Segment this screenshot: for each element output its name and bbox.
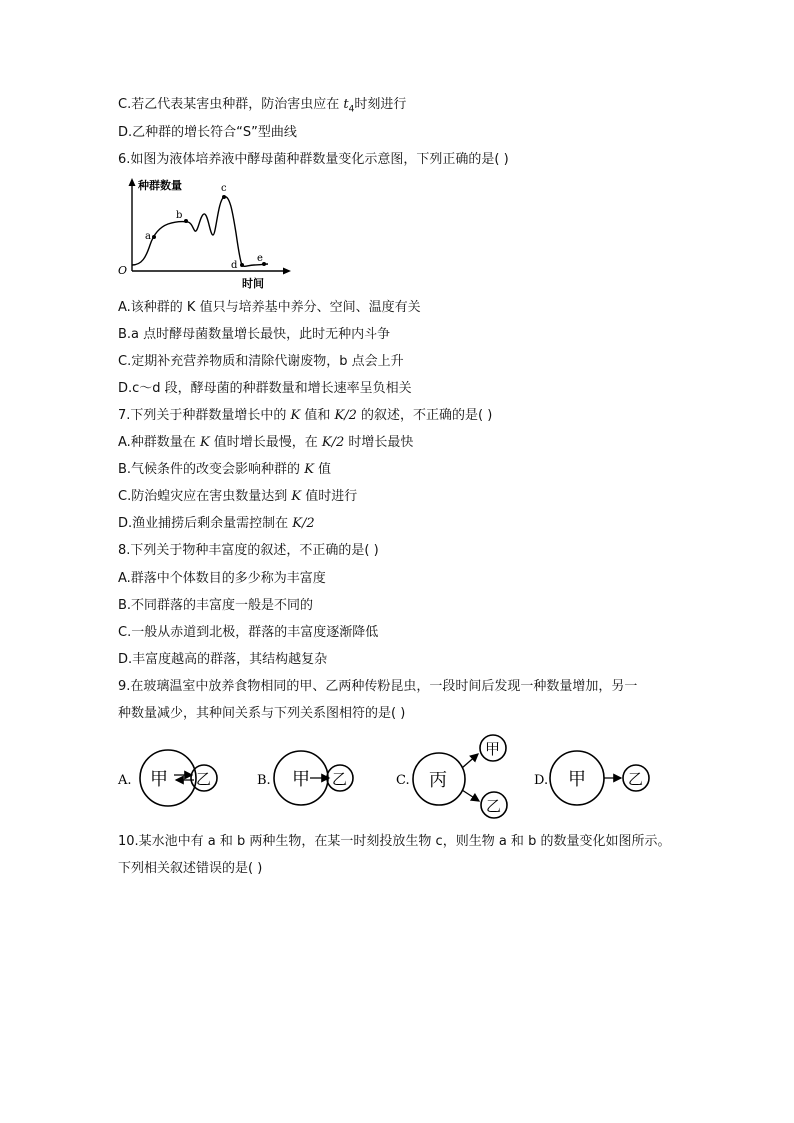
diagram-a xyxy=(117,750,217,806)
option-d-label: D. xyxy=(534,773,549,788)
jia-d: 甲 xyxy=(568,769,586,790)
arrow-c-down xyxy=(462,790,479,801)
origin-label: O xyxy=(118,264,128,277)
point-d xyxy=(240,263,244,267)
q6-population-chart xyxy=(116,175,296,295)
arrow-c-up xyxy=(462,754,478,768)
q5-option-d: D.乙种群的增长符合“S”型曲线 xyxy=(118,125,297,140)
q8-option-a: A.群落中个体数目的多少称为丰富度 xyxy=(118,571,326,586)
point-c-label: c xyxy=(221,183,227,194)
yi-a: 乙 xyxy=(196,770,212,788)
q8-option-c: C.一般从赤道到北极，群落的丰富度逐渐降低 xyxy=(118,625,379,640)
q8-option-d: D.丰富度越高的群落，其结构越复杂 xyxy=(118,652,328,667)
diagram-d xyxy=(534,751,649,805)
point-b xyxy=(184,219,188,223)
option-a-label: A. xyxy=(118,773,132,788)
circle-jia-a xyxy=(140,750,196,806)
jia-c: 甲 xyxy=(485,740,501,758)
q8-option-b: B.不同群落的丰富度一般是不同的 xyxy=(118,598,314,613)
q9-stem-line1: 9.在玻璃温室中放养食物相同的甲、乙两种传粉昆虫，一段时间后发现一种数量增加，另一 xyxy=(118,679,638,694)
q7-stem: 7.下列关于种群数量增长中的 K 值和 K/2 的叙述，不正确的是( ) xyxy=(118,408,493,423)
x-axis-arrow xyxy=(283,268,291,275)
q9-relationship-diagrams xyxy=(116,732,676,832)
q6-option-a: A.该种群的 K 值只与培养基中养分、空间、温度有关 xyxy=(118,300,421,315)
q6-option-d: D.c～d 段，酵母菌的种群数量和增长速率呈负相关 xyxy=(118,381,412,396)
point-a-label: a xyxy=(145,231,151,242)
q7-option-a: A.种群数量在 K 值时增长最慢，在 K/2 时增长最快 xyxy=(118,435,414,450)
jia-a: 甲 xyxy=(150,769,168,790)
point-b-label: b xyxy=(176,210,183,221)
diagram-c xyxy=(396,735,507,818)
yi-c: 乙 xyxy=(486,797,502,815)
yi-b: 乙 xyxy=(332,770,348,788)
point-e-label: e xyxy=(257,253,263,264)
point-d-label: d xyxy=(231,260,238,271)
population-curve xyxy=(132,197,268,267)
q7-option-c: C.防治蝗灾应在害虫数量达到 K 值时进行 xyxy=(118,489,358,504)
q10-stem-line1: 10.某水池中有 a 和 b 两种生物，在某一时刻投放生物 c，则生物 a 和 b 的数量变化如图所示。 xyxy=(118,834,671,849)
y-axis-label: 种群数量 xyxy=(138,179,182,192)
q10-stem-line2: 下列相关叙述错误的是( ) xyxy=(118,861,263,876)
q5-option-c: C.若乙代表某害虫种群，防治害虫应在 $t_4$时刻进行 xyxy=(118,97,407,115)
q7-option-b: B.气候条件的改变会影响种群的 K 值 xyxy=(118,462,332,477)
diagram-b xyxy=(257,751,353,805)
q6-stem: 6.如图为液体培养液中酵母菌种群数量变化示意图，下列正确的是( ) xyxy=(118,152,509,167)
option-b-label: B. xyxy=(257,773,271,788)
q6-option-b: B.a 点时酵母菌数量增长最快，此时无种内斗争 xyxy=(118,327,391,342)
y-axis-arrow xyxy=(129,178,136,186)
q9-stem-line2: 种数量减少，其种间关系与下列关系图相符的是( ) xyxy=(118,706,406,721)
q8-stem: 8.下列关于物种丰富度的叙述，不正确的是( ) xyxy=(118,543,379,558)
jia-b: 甲 xyxy=(292,769,310,790)
option-c-label: C. xyxy=(396,773,410,788)
x-axis-label: 时间 xyxy=(242,277,264,290)
bing-c: 丙 xyxy=(429,770,447,791)
q7-option-d: D.渔业捕捞后剩余量需控制在 K/2 xyxy=(118,516,315,531)
point-c xyxy=(222,195,226,199)
q6-option-c: C.定期补充营养物质和清除代谢废物，b 点会上升 xyxy=(118,354,404,369)
point-a xyxy=(152,235,156,239)
yi-d: 乙 xyxy=(628,770,644,788)
